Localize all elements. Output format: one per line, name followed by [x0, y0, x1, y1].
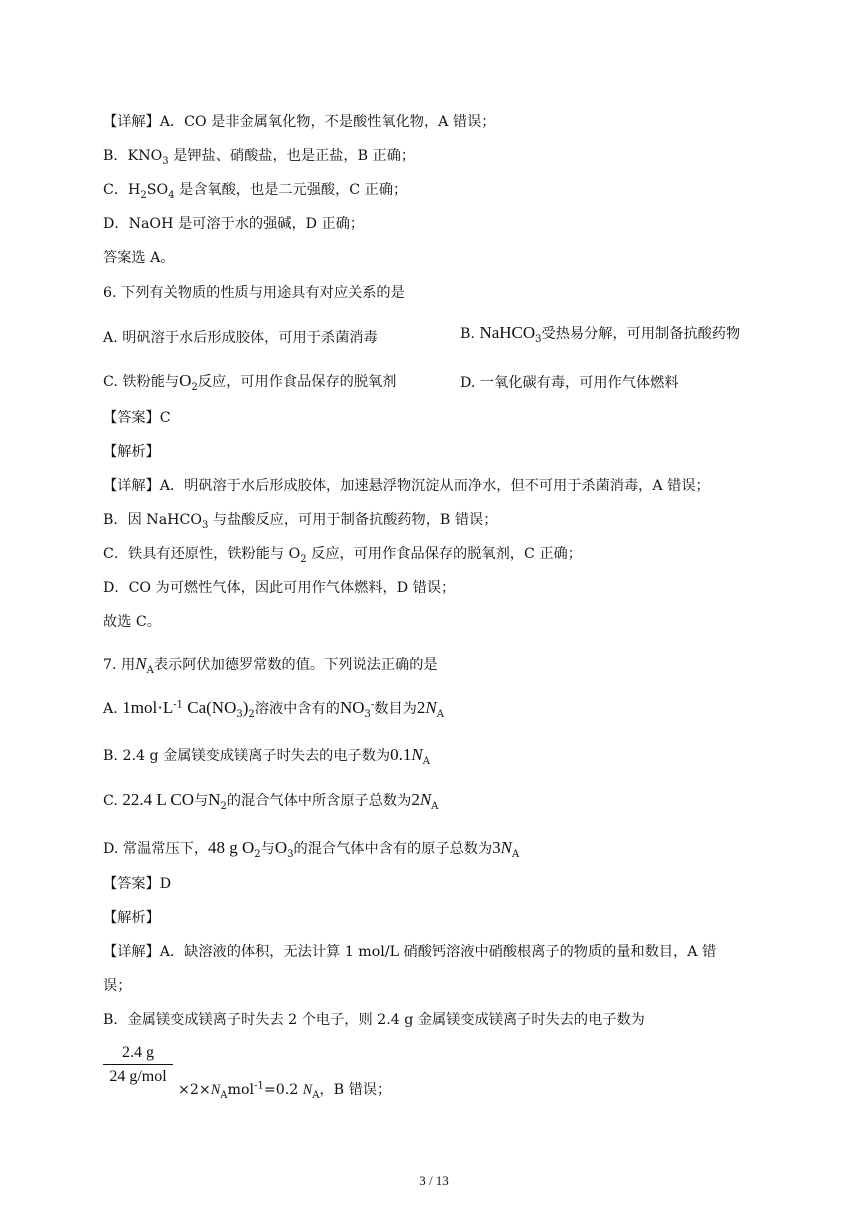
answer-conclusion-q5: 答案选 A。: [103, 250, 175, 266]
question-7-option-b: B. 2.4 g 金属镁变成镁离子时失去的电子数为$0.1N_A$: [103, 745, 430, 767]
fraction-denominator: 24 g/mol: [109, 1068, 167, 1085]
question-7-explanation-b: B．金属镁变成镁离子时失去 2 个电子，则 2.4 g 金属镁变成镁离子时失去的电子数为: [103, 1012, 645, 1028]
question-6-option-b: B. NaHCO$_3$受热易分解，可用制备抗酸药物: [460, 323, 741, 345]
question-6-option-c: C. 铁粉能与$O_2$反应，可用作食品保存的脱氧剂: [103, 371, 397, 393]
question-6-conclusion: 故选 C。: [103, 614, 161, 630]
question-7-explanation-b-calc: $\times 2\times N_Amol^{-1}=0.2$ $N_A$，B 错误；: [178, 1080, 392, 1101]
question-6-explanation-b: B．因 NaHCO$_3$ 与盐酸反应，可用于制备抗酸药物，B 错误；: [103, 512, 498, 531]
fraction-mass-over-molar-mass: [103, 1043, 173, 1087]
question-7-option-c: C. 22.4 L CO与$N_2$的混合气体中所含原子总数为$2N_A$: [103, 790, 439, 812]
explanation-line-q5-d: D．NaOH 是可溶于水的强碱，D 正确；: [103, 216, 365, 232]
question-7-answer: 【答案】D: [103, 876, 172, 892]
question-6-answer: 【答案】C: [103, 410, 171, 426]
question-7-stem: 7. 用$N_A$表示阿伏加德罗常数的值。下列说法正确的是: [103, 654, 438, 676]
question-7-explanation-a: 【详解】A．缺溶液的体积，无法计算 1 mol/L 硝酸钙溶液中硝酸根离子的物质的量和数目，A 错: [103, 944, 717, 960]
question-6-explanation-d: D．CO 为可燃性气体，因此可用作气体燃料，D 错误；: [103, 580, 456, 596]
fraction-bar: [103, 1064, 173, 1065]
question-6-stem: 6. 下列有关物质的性质与用途具有对应关系的是: [103, 285, 405, 301]
question-6-explanation-a: 【详解】A．明矾溶于水后形成胶体，加速悬浮物沉淀从而净水，但不可用于杀菌消毒，A 错误；: [103, 478, 710, 494]
question-6-option-a: A. 明矾溶于水后形成胶体，可用于杀菌消毒: [103, 330, 378, 346]
question-7-option-d: D. 常温常压下，48 g $O_2$与$O_3$的混合气体中含有的原子总数为$3N_A$: [103, 838, 520, 860]
fraction-numerator: 2.4 g: [122, 1044, 154, 1061]
question-7-explanation-a-cont: 误；: [103, 978, 132, 994]
question-6-analysis-heading: 【解析】: [103, 444, 160, 460]
question-7-option-a: A. $1mol\cdot L^{-1}$ $Ca(NO_3)_2$溶液中含有的$NO_3^-$数目为$2N_A$: [103, 698, 444, 720]
question-7-analysis-heading: 【解析】: [103, 910, 160, 926]
question-6-explanation-c: C．铁具有还原性，铁粉能与 $O_2$ 反应，可用作食品保存的脱氧剂，C 正确；: [103, 546, 582, 565]
page-number: 3 / 13: [419, 1173, 449, 1188]
explanation-line-q5-c: C．$H_2SO_4$ 是含氧酸，也是二元强酸，C 正确；: [103, 182, 408, 201]
explanation-line-q5-b: B．$KNO_3$ 是钾盐、硝酸盐，也是正盐，B 正确；: [103, 148, 416, 167]
question-6-option-d: D. 一氧化碳有毒，可用作气体燃料: [460, 375, 679, 391]
explanation-line-q5-a: 【详解】A．CO 是非金属氧化物，不是酸性氧化物，A 错误；: [103, 114, 496, 130]
